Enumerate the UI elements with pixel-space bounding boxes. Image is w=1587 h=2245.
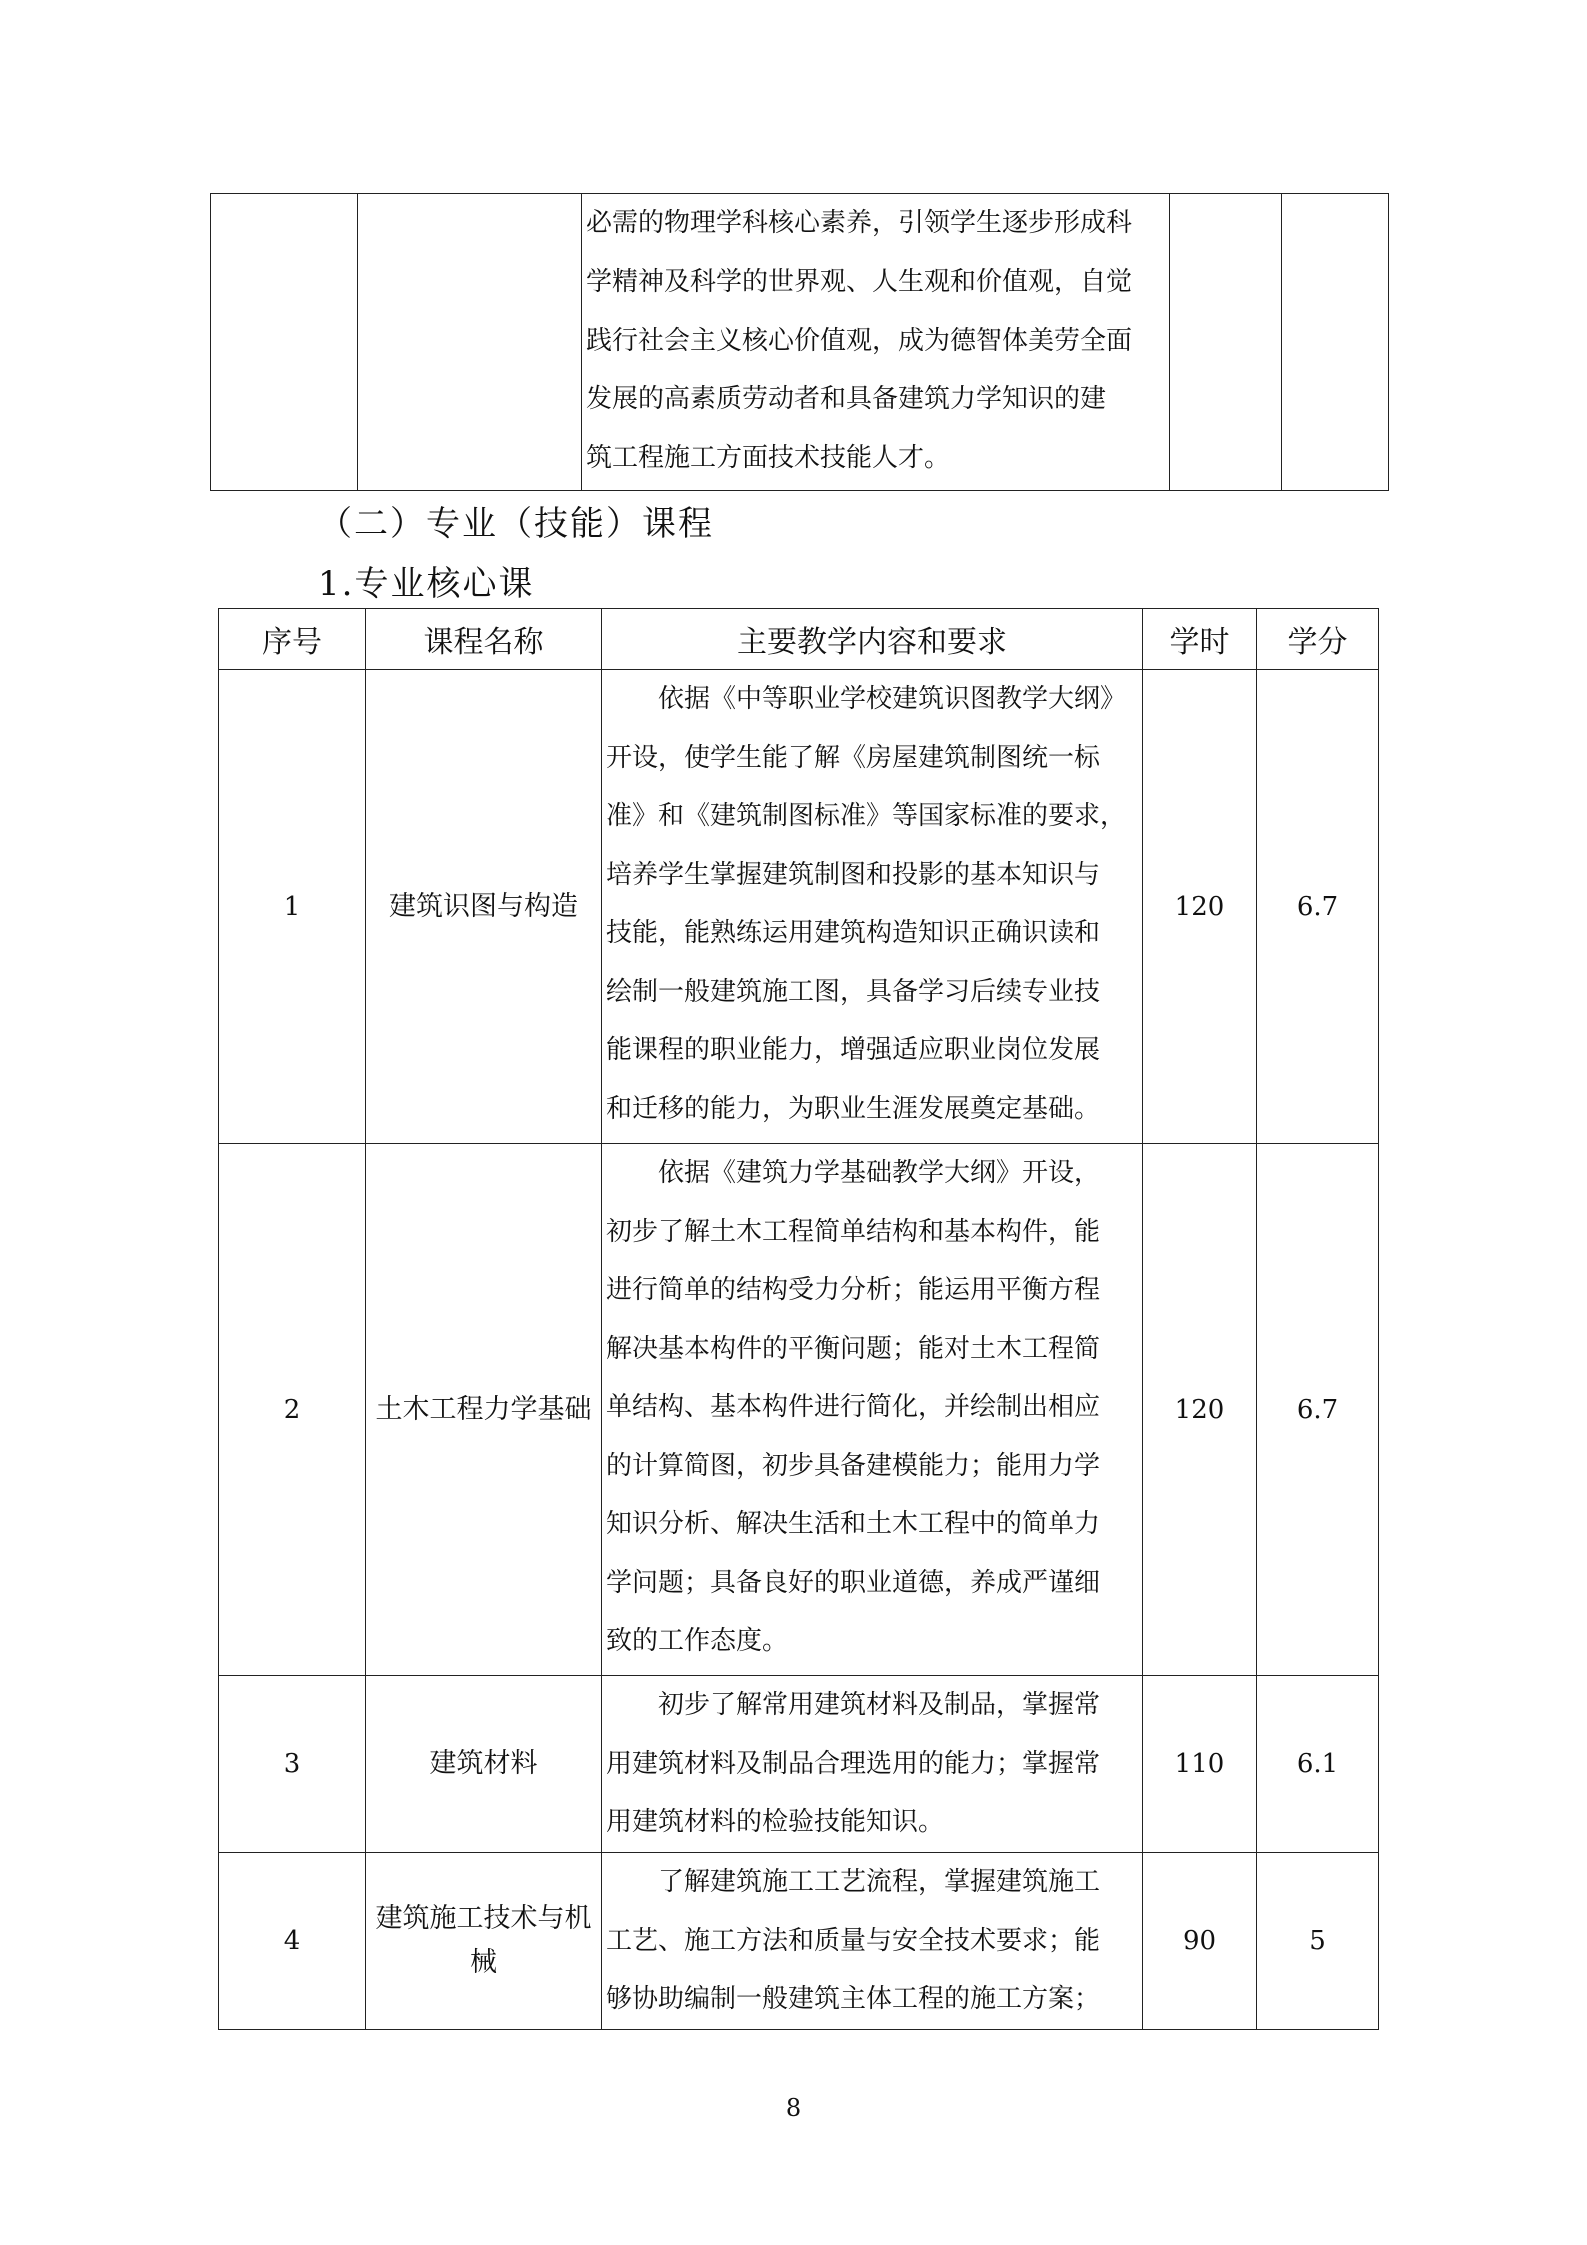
content-line: 绘制一般建筑施工图，具备学习后续专业技	[606, 976, 1101, 1007]
row-content	[602, 1853, 1143, 2030]
course-name-line: 土木工程力学基础	[375, 1393, 592, 1425]
table-row	[219, 1676, 1379, 1853]
content-line: 知识分析、解决生活和土木工程中的简单力	[606, 1509, 1101, 1539]
row-course-name	[366, 670, 602, 1144]
row-content	[602, 1144, 1143, 1676]
row-hours: 120	[1143, 1144, 1257, 1676]
table-header-row	[219, 609, 1379, 670]
header-no: 序号	[219, 609, 366, 670]
content-line: 依据《中等职业学校建筑识图教学大纲》	[658, 684, 1127, 714]
content-line: 用建筑材料的检验技能知识。	[606, 1807, 945, 1837]
continuation-credits-cell	[1282, 194, 1389, 491]
subsection-heading: 1.专业核心课	[318, 564, 535, 604]
content-line: 致的工作态度。	[606, 1626, 789, 1656]
continuation-line: 筑工程施工方面技术技能人才。	[586, 443, 951, 474]
row-content	[602, 1676, 1143, 1853]
continuation-no-cell	[211, 194, 358, 491]
row-course-name	[366, 1676, 602, 1853]
content-line: 够协助编制一般建筑主体工程的施工方案；	[606, 1984, 1101, 2014]
course-name-line: 建筑材料	[429, 1748, 538, 1779]
row-no: 3	[219, 1676, 366, 1853]
row-content	[602, 670, 1143, 1144]
header-course-name: 课程名称	[366, 609, 602, 670]
course-name-line: 建筑识图与构造	[389, 890, 578, 922]
continuation-content-cell	[582, 194, 1170, 491]
table-row	[219, 1853, 1379, 2030]
header-hours: 学时	[1143, 609, 1257, 670]
course-name-line: 械	[470, 1947, 497, 1978]
continuation-line: 践行社会主义核心价值观，成为德智体美劳全面	[586, 325, 1133, 356]
row-hours: 90	[1143, 1853, 1257, 2030]
header-content: 主要教学内容和要求	[602, 609, 1143, 670]
content-line: 解决基本构件的平衡问题；能对土木工程简	[606, 1333, 1101, 1364]
continuation-line: 必需的物理学科核心素养，引领学生逐步形成科	[586, 208, 1133, 238]
header-credits: 学分	[1257, 609, 1379, 670]
content-line: 能课程的职业能力，增强适应职业岗位发展	[606, 1035, 1101, 1065]
content-line: 的计算简图，初步具备建模能力；能用力学	[606, 1450, 1101, 1481]
content-line: 准》和《建筑制图标准》等国家标准的要求，	[606, 801, 1127, 831]
course-name-line: 建筑施工技术与机	[375, 1903, 592, 1934]
content-line: 初步了解常用建筑材料及制品，掌握常	[658, 1690, 1101, 1720]
continuation-row	[211, 194, 1389, 491]
continuation-line: 学精神及科学的世界观、人生观和价值观，自觉	[586, 266, 1133, 297]
core-course-table	[218, 608, 1379, 2030]
continuation-name-cell	[358, 194, 582, 491]
section-heading: （二）专业（技能）课程	[318, 504, 714, 544]
row-no: 2	[219, 1144, 366, 1676]
table-row	[219, 1144, 1379, 1676]
row-no: 4	[219, 1853, 366, 2030]
content-line: 进行简单的结构受力分析；能运用平衡方程	[606, 1275, 1101, 1305]
content-line: 和迁移的能力，为职业生涯发展奠定基础。	[606, 1093, 1101, 1124]
row-hours: 120	[1143, 670, 1257, 1144]
content-line: 开设，使学生能了解《房屋建筑制图统一标	[606, 742, 1101, 773]
row-hours: 110	[1143, 1676, 1257, 1853]
page-number: 8	[785, 2094, 802, 2122]
continuation-hours-cell	[1170, 194, 1282, 491]
content-line: 依据《建筑力学基础教学大纲》开设，	[658, 1158, 1101, 1188]
content-line: 单结构、基本构件进行简化，并绘制出相应	[606, 1392, 1101, 1422]
content-line: 技能，能熟练运用建筑构造知识正确识读和	[606, 918, 1101, 948]
content-line: 培养学生掌握建筑制图和投影的基本知识与	[606, 859, 1101, 890]
row-credits: 6.7	[1257, 1144, 1379, 1676]
content-line: 初步了解土木工程简单结构和基本构件，能	[606, 1216, 1101, 1247]
row-course-name	[366, 1144, 602, 1676]
content-line: 学问题；具备良好的职业道德，养成严谨细	[606, 1567, 1101, 1598]
row-credits: 6.1	[1257, 1676, 1379, 1853]
continuation-table	[210, 193, 1389, 491]
row-course-name	[366, 1853, 602, 2030]
row-no: 1	[219, 670, 366, 1144]
table-row	[219, 670, 1379, 1144]
content-line: 工艺、施工方法和质量与安全技术要求；能	[606, 1925, 1101, 1956]
content-line: 用建筑材料及制品合理选用的能力；掌握常	[606, 1748, 1101, 1779]
row-credits: 6.7	[1257, 670, 1379, 1144]
continuation-line: 发展的高素质劳动者和具备建筑力学知识的建	[586, 384, 1107, 415]
content-line: 了解建筑施工工艺流程，掌握建筑施工	[658, 1867, 1101, 1897]
row-credits: 5	[1257, 1853, 1379, 2030]
